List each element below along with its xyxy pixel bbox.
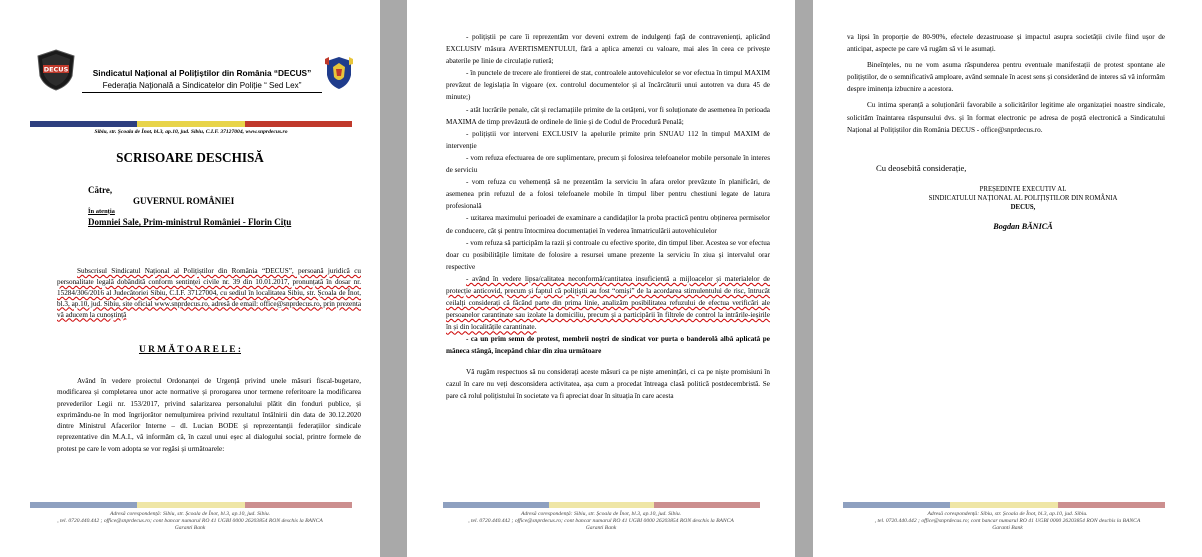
federation-name: Federația Națională a Sindicatelor din Poliție “ Sed Lex” (102, 81, 302, 90)
footer-address: Adresă corespondență: Sibiu, str. Școala de Înot, bl.3, ap.10, jud. Sibiu. (109, 511, 271, 517)
list-item: - atât lucrările penale, cât și reclamațiile primite de la cetățeni, vor fi soluționate de asemenea în perioada MAXIMA de timp prevăzută de ordinele de linie și de Codul de Procedură Penală; (446, 105, 770, 126)
list-item: - polițiștii pe care îi reprezentăm vor deveni extrem de indulgenți față de contravenienți, aplicând EXCLUSIV măsura AVERTISMENTULUI, fără a aplica amenzi cu valoare, mai ales în ceea ce privește abaterile pe linie de circulație rutieră; (446, 33, 770, 66)
intro-paragraph (57, 266, 361, 321)
decus-shield-logo (34, 48, 78, 92)
list-item: - uzitarea maximului perioadei de examinare a candidaților la proba practică pentru obținerea permiselor de conducere, cât și pentru întocmirea documentației în vederea înmatriculării autovehiculelor (446, 214, 770, 235)
romania-coat-of-arms-icon (323, 55, 355, 91)
document-title: SCRISOARE DESCHISĂ (116, 150, 264, 165)
list-item-bold (446, 333, 770, 357)
closing-paragraph: Vă rugăm respectuos să nu considerați aceste măsuri ca pe niște amenințări, ci ca pe niște promisiuni în cazul în care nu veți desconsidera activitatea, așa cum a procedat întreaga clasă politică postdecembristă. Se pare că rolul polițistului în societate va fi apreciat doar în situația în care acesta (446, 367, 770, 400)
footer-address: Adresă corespondență: Sibiu, str. Școala de Înot, bl.3, ap.10, jud. Sibiu. (520, 511, 682, 517)
document-page-3 (813, 0, 1202, 557)
page3-body (847, 31, 1165, 136)
signature-block (873, 185, 1173, 231)
request-text: Cu intima speranță a soluționării favorabile a solicitărilor legitime ale organizației noastre sindicale, solicităm înaintarea răspunsului dvs. și în format electronic pe adresa de poștă electronică a Sindicatului Național al Polițiștilor din România DECUS - office@snprdecus.ro. (847, 101, 1165, 134)
signature-title-2: SINDICATULUI NAȚIONAL AL POLIȚIȘTILOR DIN ROMÂNIA (928, 195, 1118, 202)
request-paragraph (847, 99, 1165, 135)
tricolor-band-bottom (443, 502, 760, 508)
footer-contact: , tel. 0720.440.442 ; office@snprdecus.ro; cont bancar numarul RO 41 UGBI 0000 26203854 RON deschis la BANCA (468, 518, 734, 524)
tricolor-band-bottom (30, 502, 352, 508)
footer (407, 511, 795, 532)
list-item: - polițiștii vor interveni EXCLUSIV la apelurile primite prin SNUAU 112 în timpul MAXIM de intervenție (446, 129, 770, 150)
logo-text: DECUS (43, 65, 69, 74)
salutation: Către, (88, 185, 113, 195)
document-page-2 (407, 0, 795, 557)
footer-address: Adresă corespondență: Sibiu, str. Școala de Înot, bl.3, ap.10, jud. Sibiu. (927, 511, 1088, 517)
recipient: GUVERNUL ROMÂNIEI (133, 196, 235, 206)
list-item: - în punctele de trecere ale frontierei de stat, controalele autovehiculelor se vor efectua în timpul MAXIM prevăzut de legislația în vigoare (ex. controlul documentelor și al încărcăturii unui autotren va dura 45 de minute;) (446, 69, 770, 102)
main-paragraph: Având în vedere proiectul Ordonanței de Urgență privind unele măsuri fiscal-bugetare, modificarea și completarea unor acte normative și prorogarea unor termene referitoare la modificarea prevederilor Legii nr. 153/2017, privind salarizarea personalului plătit din fonduri publice, și exprimându-ne în mod îngrijorător nemulțumirea privind rezultatul întâlnirii din data de 30.12.2020 dintre Ministrul Afacerilor Interne – dl. Lucian BODE și reprezentanții federațiilor sindicale reprezentative din M.A.I., vă informăm că, în cazul unui eșec al dialogului social, printre formele de protest pe care le vom adopta se vor regăsi și următoarele: (57, 377, 361, 453)
list-item: - vom refuza cu vehemență să ne prezentăm la serviciu în afara orelor prevăzute în planificări, de asemenea prin refuzul de a folosi telefoanele mobile în timpul liber pentru chestiuni legate de latura profesională (446, 178, 770, 211)
responsibility-paragraph: Bineînțeles, nu ne vom asuma răspunderea pentru eventuale manifestații de protest spontane ale polițiștilor, de o semnificativă amploare, având semnale în acest sens și considerând de interes să vă informăm despre iminența izbucnire a acestora. (847, 61, 1165, 94)
footer-bank: Garanti Bank (992, 525, 1023, 531)
footer-contact: , tel. 0720.440.442 ; office@snprdecus.ro; cont bancar numarul RO 41 UGBI 0000 26203854 RON deschis la BANCA (874, 518, 1141, 524)
regards: Cu deosebită considerație, (876, 163, 967, 173)
continuation-paragraph: va lipsi în proporție de 80-90%, efectele dezastruoase și impactul asupra societății civile fiind ușor de anticipat, aspecte pe care vă rugăm să vi le asumați. (847, 33, 1165, 54)
attention-label: În atenția (88, 208, 115, 215)
list-item: - vom refuza să participăm la razii și controale cu efective sporite, din timpul liber. Acestea se vor efectua doar cu posibilitățile limitate de folosire a resursei umane prezente la serviciu în ziua și intervalul orar respective (446, 238, 770, 271)
header-rule (82, 92, 322, 93)
tricolor-band-top (30, 121, 352, 127)
footer-contact: , tel. 0720.440.442 ; office@snprdecus.ro; cont bancar numarul RO 41 UGBI 0000 26203854 RON deschis la BANCA (57, 518, 323, 524)
document-page-1 (0, 0, 380, 557)
subheading-following: U R M Ă T O A R E L E : (138, 345, 241, 355)
attention-recipient: Domniei Sale, Prim-ministrul României - Florin Cîțu (88, 217, 292, 227)
list-item: - vom refuza efectuarea de ore suplimentare, precum și folosirea telefoanelor mobile personale în interes de serviciu (446, 153, 770, 175)
header-address: Sibiu, str. Școala de Înot, bl.3, ap.10, jud. Sibiu, C.I.F. 37127004, www.snprdecus.ro (94, 129, 288, 135)
tricolor-band-bottom (843, 502, 1165, 508)
list-item: - având în vedere lipsa/calitatea neconformă/cantitatea insuficientă a mijloacelor și materialelor de protecție anticovid, precum și faptul că polițiștii au fost “omiși” de la acordarea stimulentului de risc, întrucât ceilalți considerați că făcând parte din prima linie, analizăm posibilitatea refuzului de efectua verificări ale persoanelor carantinate sau izolate la domiciliu, precum și a participării în filtrele de control la intrările-ieșirile în și din localitățile carantinate. (446, 274, 770, 332)
footer (813, 511, 1202, 532)
intro-text: Subscrisul Sindicatul Național al Polițiștilor din România “DECUS”, persoană juridică cu personalitate legală dobândită conform sentinței civile nr. 39 din 10.01.2017, pronunțată în dosar nr. 15284/306/2016 al Judecătoriei Sibiu, C.I.F. 37127004, cu sediul în localitatea Sibiu, str. Școala de Înot, bl.3, ap.10, jud. Sibiu, site oficial www.snprdecus.ro, adresă de email: office@snprdecus.ro, prin prezenta vă aducem la cunoștință (57, 267, 362, 319)
bold-item-text: - ca un prim semn de protest, membrii noștri de sindicat vor purta o banderolă albă aplicată pe mâneca stângă, începând chiar din ziua următoare (446, 335, 770, 356)
footer-bank: Garanti Bank (174, 525, 206, 531)
signature-title-1: PREȘEDINTE EXECUTIV AL (979, 186, 1067, 193)
org-name: Sindicatul Național al Polițiștilor din România “DECUS” (92, 68, 312, 78)
footer-bank: Garanti Bank (585, 525, 617, 531)
signatory-name: Bogdan BĂNICĂ (993, 222, 1053, 231)
protest-measures-list (446, 31, 770, 402)
footer (0, 511, 380, 532)
signature-title-3: DECUS, (1010, 204, 1036, 211)
